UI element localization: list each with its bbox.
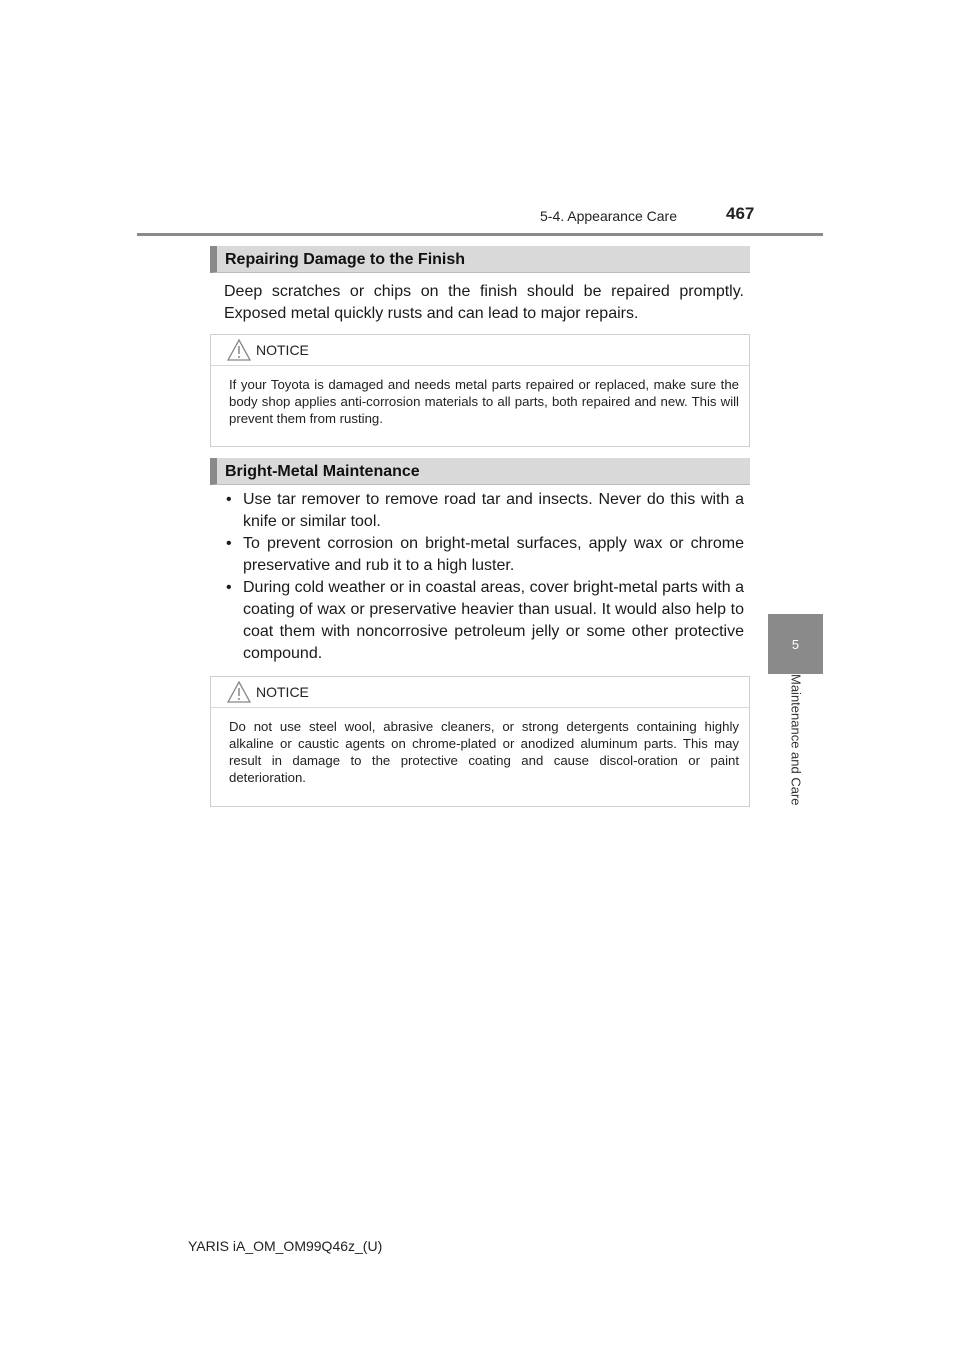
notice-text: Do not use steel wool, abrasive cleaners, or strong detergents containing highly alkaline or caustic agents on chrome-plated or anodized aluminum parts. This may result in damage to the protective coating and cause discol-oration or paint deterioration. — [229, 719, 739, 785]
notice-box — [210, 676, 750, 807]
chapter-tab — [768, 614, 823, 674]
header-rule — [137, 233, 823, 236]
section-paragraph: Deep scratches or chips on the finish should be repaired promptly. Exposed metal quickly rusts and can lead to major repairs. — [224, 283, 744, 322]
list-item: • During cold weather or in coastal areas, cover bright-metal parts with a coating of wax or preservative heavier than usual. It would also help to coat them with noncorrosive petroleum jelly or some other protective compound. — [226, 579, 744, 662]
warning-triangle-icon — [227, 339, 251, 361]
document-code: YARIS iA_OM_OM99Q46z_(U) — [188, 1238, 383, 1254]
chapter-tab-number: 5 — [791, 636, 800, 652]
section-heading-repairing-damage: Repairing Damage to the Finish — [210, 246, 750, 273]
running-header-section: 5-4. Appearance Care — [540, 208, 677, 224]
chapter-tab-label: Maintenance and Care — [788, 674, 804, 806]
bullet-list — [226, 489, 744, 665]
notice-header — [211, 335, 749, 366]
section-heading-bright-metal: Bright-Metal Maintenance — [210, 458, 750, 485]
notice-header — [211, 677, 749, 708]
notice-text: If your Toyota is damaged and needs metal parts repaired or replaced, make sure the body shop applies anti-corrosion materials to all parts, both repaired and new. This will prevent them from rusting. — [229, 377, 739, 426]
notice-title: NOTICE — [256, 342, 309, 358]
warning-triangle-icon — [227, 681, 251, 703]
list-item-text: To prevent corrosion on bright-metal surfaces, apply wax or chrome preservative and rub it to a high luster. — [243, 535, 744, 574]
notice-box — [210, 334, 750, 447]
list-item: • Use tar remover to remove road tar and insects. Never do this with a knife or similar tool. — [226, 491, 744, 530]
list-item: • To prevent corrosion on bright-metal surfaces, apply wax or chrome preservative and rub it to a high luster. — [226, 535, 744, 574]
list-item-text: During cold weather or in coastal areas, cover bright-metal parts with a coating of wax or preservative heavier than usual. It would also help to coat them with noncorrosive petroleum jelly or some other protective compound. — [243, 579, 744, 662]
page-number: 467 — [726, 204, 755, 223]
notice-title: NOTICE — [256, 684, 309, 700]
list-item-text: Use tar remover to remove road tar and insects. Never do this with a knife or similar tool. — [243, 491, 744, 530]
